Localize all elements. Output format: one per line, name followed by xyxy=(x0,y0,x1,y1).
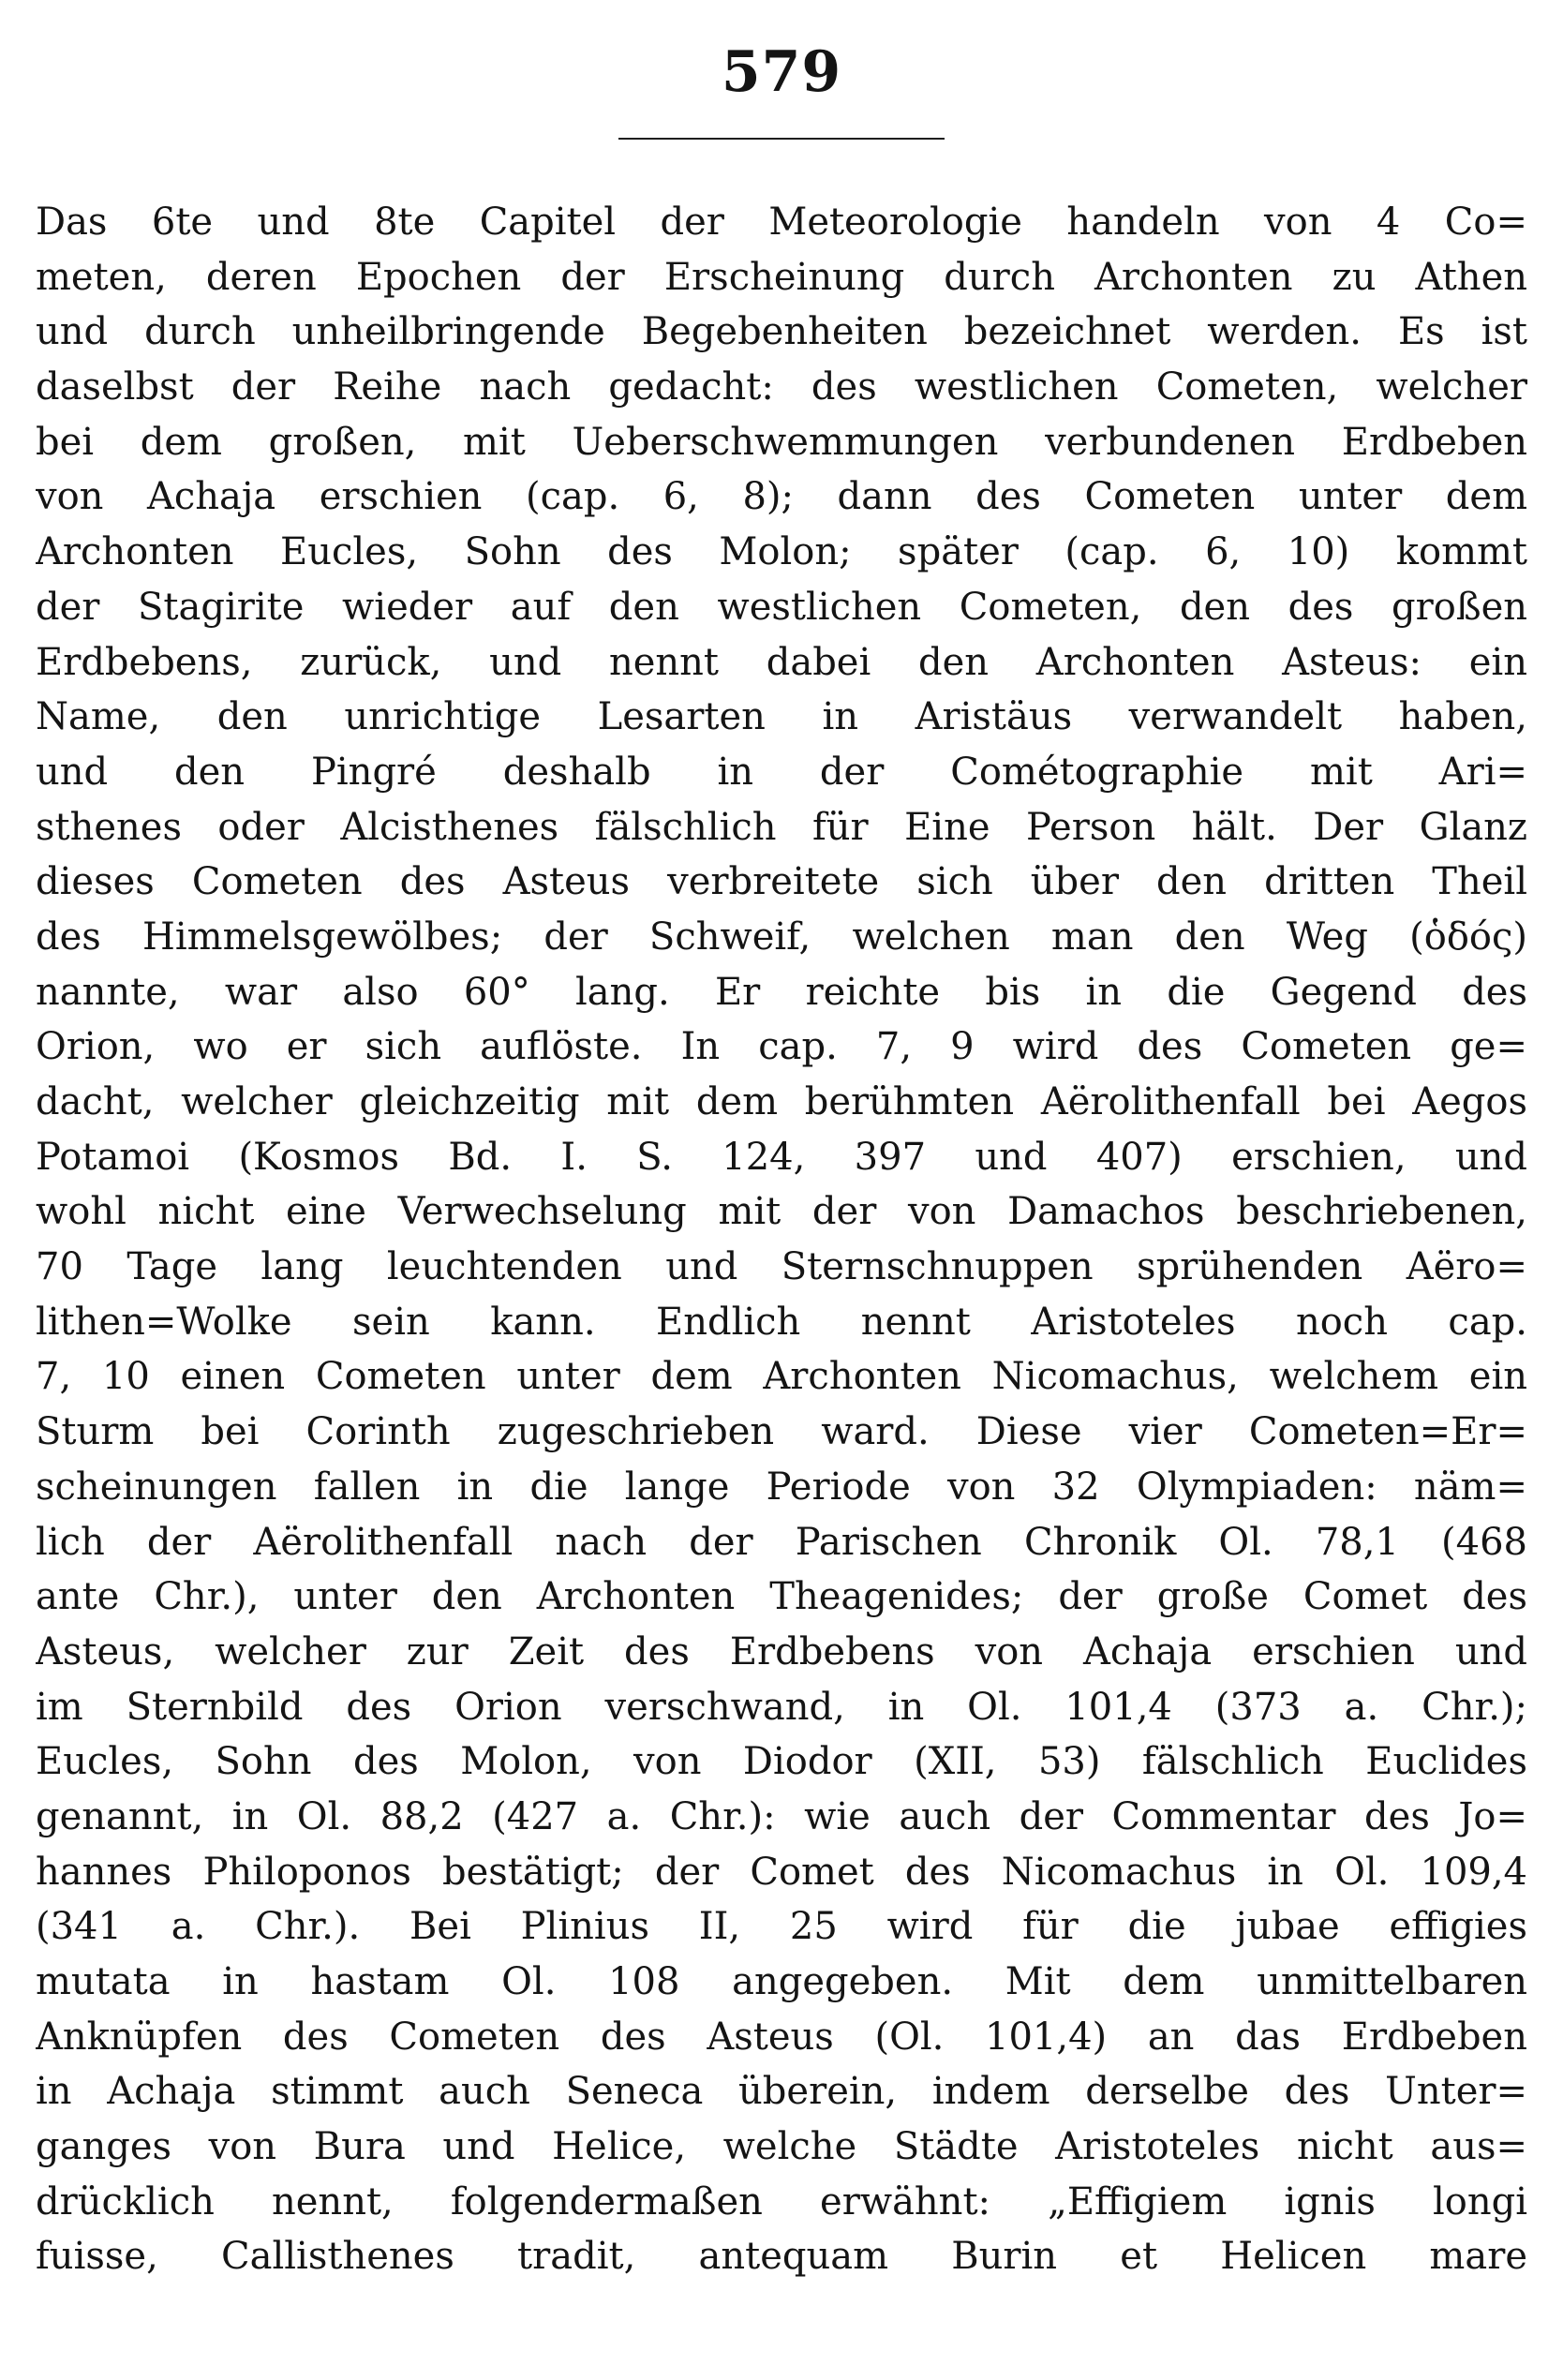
text-line: Archonten Eucles, Sohn des Molon; später (cap. 6, 10) kommt xyxy=(36,530,1527,574)
text-line: dieses Cometen des Asteus verbreitete sich über den dritten Theil xyxy=(36,860,1527,904)
text-line: Sturm bei Corinth zugeschrieben ward. Diese vier Cometen=Er= xyxy=(36,1410,1527,1454)
text-line: meten, deren Epochen der Erscheinung durch Archonten zu Athen xyxy=(36,255,1527,299)
text-line: drücklich nennt, folgendermaßen erwähnt: „Effigiem ignis longi xyxy=(36,2179,1527,2224)
text-line: lich der Aërolithenfall nach der Parischen Chronik Ol. 78,1 (468 xyxy=(36,1520,1527,1564)
text-line: bei dem großen, mit Ueberschwemmungen verbundenen Erdbeben xyxy=(36,420,1527,464)
body-text xyxy=(36,195,1527,2284)
header-rule xyxy=(618,138,945,140)
text-line: des Himmelsgewölbes; der Schweif, welchen man den Weg (ὁδός) xyxy=(36,915,1527,959)
text-line: Erdbebens, zurück, und nennt dabei den Archonten Asteus: ein xyxy=(36,640,1527,684)
text-line: und durch unheilbringende Begebenheiten bezeichnet werden. Es ist xyxy=(36,310,1527,354)
text-line: fuisse, Callisthenes tradit, antequam Burin et Helicen mare xyxy=(36,2235,1527,2279)
text-line: im Sternbild des Orion verschwand, in Ol. 101,4 (373 a. Chr.); xyxy=(36,1685,1527,1729)
text-line: lithen=Wolke sein kann. Endlich nennt Aristoteles noch cap. xyxy=(36,1300,1527,1344)
text-line: Potamoi (Kosmos Bd. I. S. 124, 397 und 407) erschien, und xyxy=(36,1135,1527,1179)
text-line: hannes Philoponos bestätigt; der Comet des Nicomachus in Ol. 109,4 xyxy=(36,1850,1527,1894)
text-line: Eucles, Sohn des Molon, von Diodor (XII, 53) fälschlich Euclides xyxy=(36,1740,1527,1784)
text-line: Asteus, welcher zur Zeit des Erdbebens von Achaja erschien und xyxy=(36,1629,1527,1673)
text-line: ganges von Bura und Helice, welche Städte Aristoteles nicht aus= xyxy=(36,2125,1527,2169)
text-line: (341 a. Chr.). Bei Plinius II, 25 wird für die jubae effigies xyxy=(36,1905,1527,1949)
text-line: in Achaja stimmt auch Seneca überein, indem derselbe des Unter= xyxy=(36,2070,1527,2114)
text-line: sthenes oder Alcisthenes fälschlich für Eine Person hält. Der Glanz xyxy=(36,805,1527,849)
text-line: dacht, welcher gleichzeitig mit dem berühmten Aërolithenfall bei Aegos xyxy=(36,1080,1527,1123)
text-line: daselbst der Reihe nach gedacht: des westlichen Cometen, welcher xyxy=(36,365,1527,409)
text-line: mutata in hastam Ol. 108 angegeben. Mit dem unmittelbaren xyxy=(36,1960,1527,2003)
text-line: scheinungen fallen in die lange Periode von 32 Olympiaden: näm= xyxy=(36,1465,1527,1509)
text-line: genannt, in Ol. 88,2 (427 a. Chr.): wie auch der Commentar des Jo= xyxy=(36,1794,1527,1838)
text-line: der Stagirite wieder auf den westlichen Cometen, den des großen xyxy=(36,585,1527,629)
text-line: 70 Tage lang leuchtenden und Sternschnuppen sprühenden Aëro= xyxy=(36,1245,1527,1289)
text-line: ante Chr.), unter den Archonten Theagenides; der große Comet des xyxy=(36,1575,1527,1619)
page-number: 579 xyxy=(721,39,842,105)
text-line: 7, 10 einen Cometen unter dem Archonten Nicomachus, welchem ein xyxy=(36,1355,1527,1399)
text-line: nannte, war also 60° lang. Er reichte bis in die Gegend des xyxy=(36,970,1527,1014)
text-line: von Achaja erschien (cap. 6, 8); dann des Cometen unter dem xyxy=(36,475,1527,519)
text-line: Anknüpfen des Cometen des Asteus (Ol. 101,4) an das Erdbeben xyxy=(36,2015,1527,2059)
text-line: Das 6te und 8te Capitel der Meteorologie handeln von 4 Co= xyxy=(36,201,1527,244)
text-line: und den Pingré deshalb in der Cométographie mit Ari= xyxy=(36,750,1527,794)
text-line: Orion, wo er sich auflöste. In cap. 7, 9 wird des Cometen ge= xyxy=(36,1025,1527,1069)
text-line: Name, den unrichtige Lesarten in Aristäus verwandelt haben, xyxy=(36,695,1527,739)
text-line: wohl nicht eine Verwechselung mit der von Damachos beschriebenen, xyxy=(36,1190,1527,1234)
